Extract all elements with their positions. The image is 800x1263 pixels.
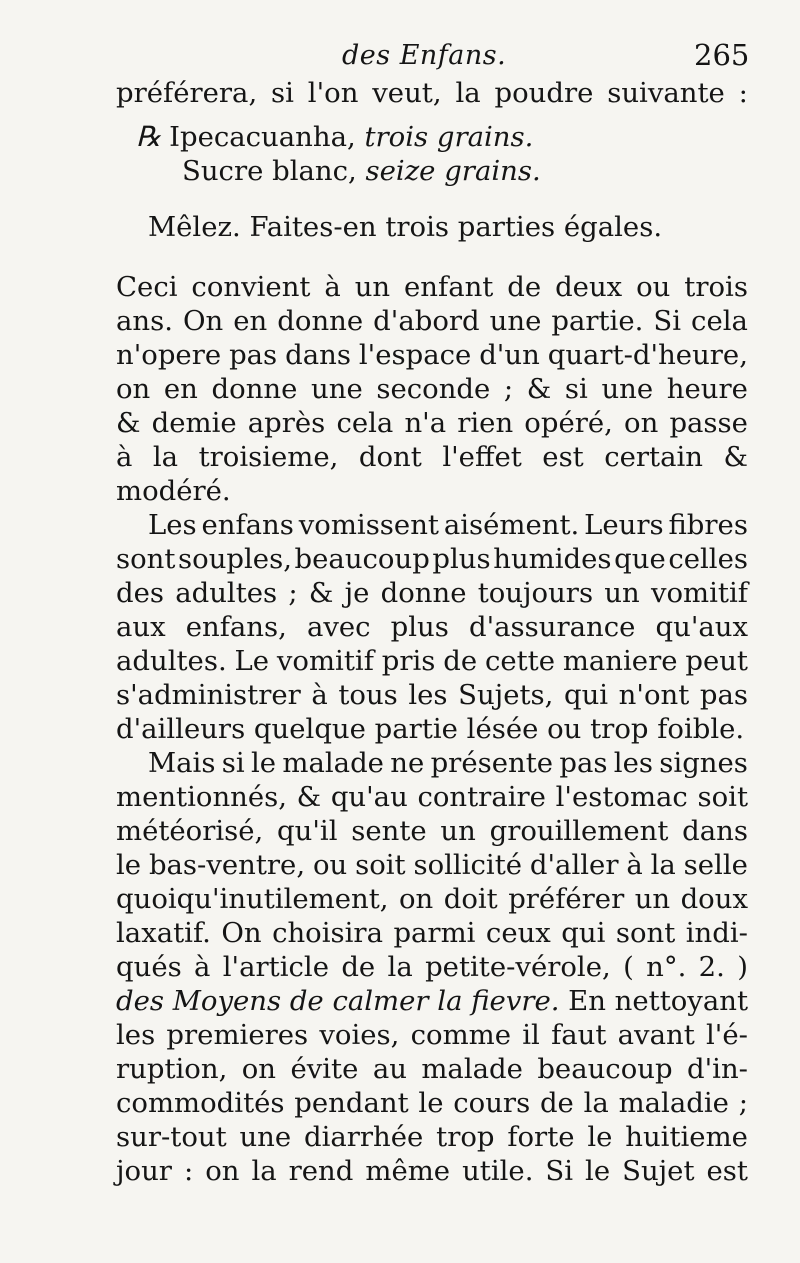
running-head [0,36,800,76]
recipe-symbol: ℞ [136,120,162,153]
text-line: Les enfans vomissent aisément. Leurs fibres [148,509,748,541]
text-line: & demie après cela n'a rien opéré, on passe [116,407,748,439]
text-line: quoiqu'inutilement, on doit préférer un doux [116,883,748,915]
page-text [116,76,748,1188]
recipe-line [116,120,748,154]
text-line: le bas-ventre, ou soit sollicité d'aller à la selle [116,849,748,881]
text-line: des adultes ; & je donne toujours un vomitif [116,577,748,609]
text-line: météorisé, qu'il sente un grouillement dans [116,815,748,847]
ingredient-name: Ipecacuanha, [169,121,356,153]
paragraph-3 [116,746,748,1188]
recipe-line [116,154,748,188]
ingredient-name: Sucre blanc, [182,155,357,187]
text-line: mentionnés, & qu'au contraire l'estomac soit [116,781,748,813]
text-line: qués à l'article de la petite-vérole, ( n°. 2. ) [116,951,748,983]
text-line: sur-tout une diarrhée trop forte le huitieme [116,1121,748,1153]
text-line: adultes. Le vomitif pris de cette maniere peut [116,645,748,677]
text-line: aux enfans, avec plus d'assurance qu'aux [116,611,748,643]
text-line: d'ailleurs quelque partie lésée ou trop foible. [116,713,745,745]
page-number: 265 [694,38,750,72]
text-line: Ceci convient à un enfant de deux ou trois [116,271,748,303]
ingredient-quantity: trois grains. [364,121,534,153]
paragraph-1 [116,270,748,508]
text-line: sont souples, beaucoup plus humides que celles [116,543,748,575]
text-line: s'administrer à tous les Sujets, qui n'ont pas [116,679,748,711]
text-line: les premieres voies, comme il faut avant l'é- [116,1019,748,1051]
text-line: laxatif. On choisira parmi ceux qui sont indi- [116,917,748,949]
text-fragment: En nettoyant [568,985,748,1017]
ingredient-quantity: seize grains. [365,155,541,187]
text-line: jour : on la rend même utile. Si le Sujet est [116,1155,748,1187]
text-line: n'opere pas dans l'espace d'un quart-d'heure, [116,339,748,371]
mix-instruction: Mêlez. Faites-en trois parties égales. [148,211,663,243]
text-line: on en donne une seconde ; & si une heure [116,373,748,405]
text-line: commodités pendant le cours de la maladie ; [116,1087,748,1119]
running-title: des Enfans. [342,40,507,71]
text-line: préférera, si l'on veut, la poudre suivante : [116,77,748,109]
recipe [116,120,748,188]
cross-reference: des Moyens de calmer la fievre. [116,985,560,1017]
text-line: ruption, on évite au malade beaucoup d'in- [116,1053,748,1085]
paragraph-2 [116,508,748,746]
text-line [116,984,748,1018]
text-line: modéré. [116,475,231,507]
text-line: à la troisieme, dont l'effet est certain & [116,441,748,473]
text-line: Mais si le malade ne présente pas les signes [148,747,748,779]
text-line: ans. On en donne d'abord une partie. Si cela [116,305,748,337]
